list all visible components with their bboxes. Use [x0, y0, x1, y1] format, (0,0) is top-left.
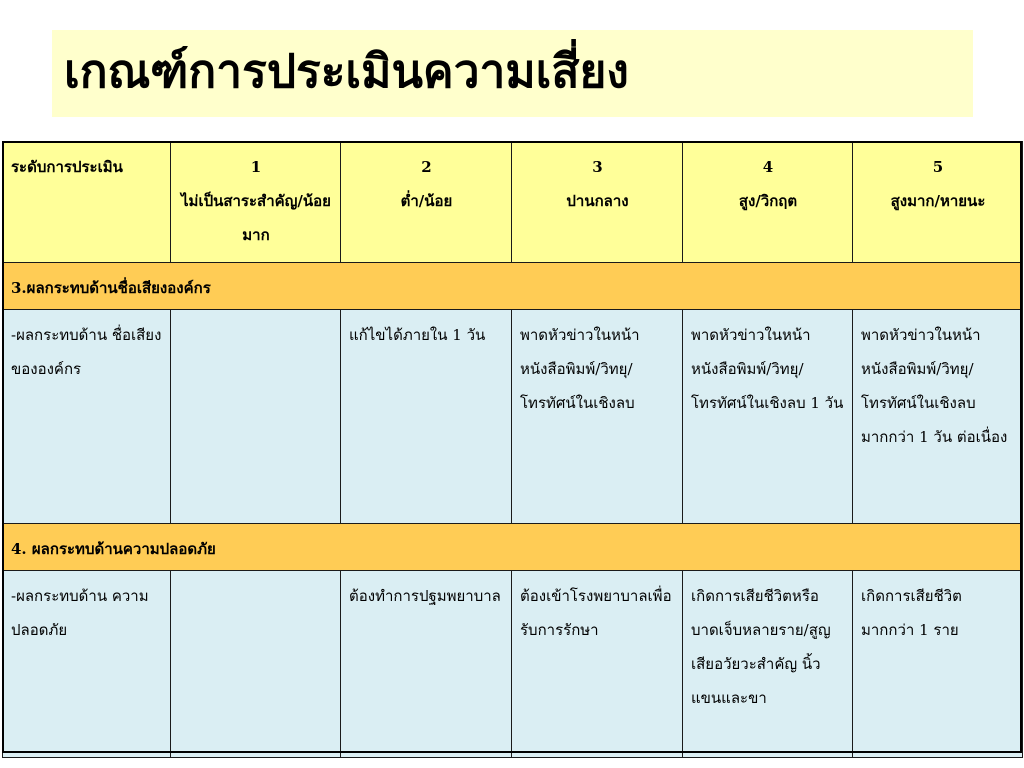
level-4-cell: พาดหัวข่าวในหน้าหนังสือพิมพ์/วิทยุ/โทรทัศน์ในเชิงลบ 1 วัน	[683, 310, 853, 524]
header-row	[3, 142, 1023, 263]
level-3-cell: พาดหัวข่าวในหน้าหนังสือพิมพ์/วิทยุ/โทรทัศน์ในเชิงลบ	[512, 310, 683, 524]
section-heading-row	[3, 263, 1023, 310]
level-2-header	[341, 142, 512, 263]
title-banner	[52, 30, 973, 117]
level-header: ระดับการประเมิน	[3, 142, 171, 263]
level-5-label: สูงมาก/หายนะ	[890, 192, 986, 210]
level-1-label: ไม่เป็นสาระสำคัญ/น้อยมาก	[181, 192, 331, 244]
level-2-cell: ต้องทำการปฐมพยาบาล	[341, 571, 512, 758]
table-row	[3, 571, 1023, 758]
criterion-cell: -ผลกระทบด้าน ความปลอดภัย	[3, 571, 171, 758]
level-2-cell: แก้ไขได้ภายใน 1 วัน	[341, 310, 512, 524]
level-3-header	[512, 142, 683, 263]
section-heading-safety: 4. ผลกระทบด้านความปลอดภัย	[3, 524, 1023, 571]
level-5-number: 5	[932, 158, 944, 176]
level-3-label: ปานกลาง	[566, 192, 629, 210]
level-5-cell: เกิดการเสียชีวิตมากกว่า 1 ราย	[853, 571, 1023, 758]
criterion-cell: -ผลกระทบด้าน ชื่อเสียงขององค์กร	[3, 310, 171, 524]
level-3-cell: ต้องเข้าโรงพยาบาลเพื่อรับการรักษา	[512, 571, 683, 758]
table-row	[3, 310, 1023, 524]
level-5-header	[853, 142, 1023, 263]
level-3-number: 3	[592, 158, 603, 176]
section-heading-row	[3, 524, 1023, 571]
level-4-cell: เกิดการเสียชีวิตหรือบาดเจ็บหลายราย/สูญเสียอวัยวะสำคัญ นิ้ว แขนและขา	[683, 571, 853, 758]
level-4-number: 4	[762, 158, 774, 176]
level-5-cell: พาดหัวข่าวในหน้าหนังสือพิมพ์/วิทยุ/โทรทัศน์ในเชิงลบ มากกว่า 1 วัน ต่อเนื่อง	[853, 310, 1023, 524]
page-title: เกณฑ์การประเมินความเสี่ยง	[64, 44, 629, 98]
level-1-header	[171, 142, 341, 263]
level-2-number: 2	[421, 158, 432, 176]
section-heading-reputation: 3.ผลกระทบด้านชื่อเสียงองค์กร	[3, 263, 1023, 310]
level-1-cell	[171, 310, 341, 524]
level-1-cell	[171, 571, 341, 758]
level-4-header	[683, 142, 853, 263]
level-2-label: ต่ำ/น้อย	[400, 192, 453, 210]
level-4-label: สูง/วิกฤต	[738, 192, 798, 210]
level-1-number: 1	[250, 158, 262, 176]
risk-criteria-table	[2, 141, 1023, 758]
